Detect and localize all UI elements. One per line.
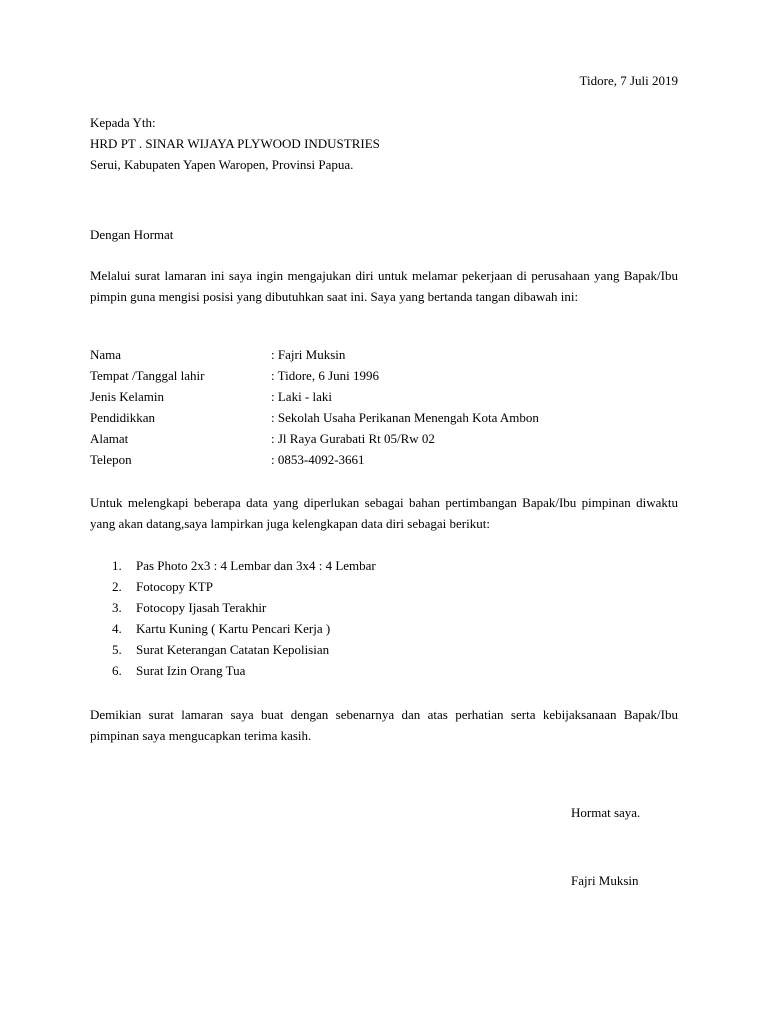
info-label: Tempat /Tanggal lahir — [90, 368, 205, 383]
info-value: : Fajri Muksin — [271, 347, 346, 362]
list-item — [112, 597, 376, 618]
info-row-name — [90, 344, 539, 365]
list-item-number: 2. — [112, 579, 122, 594]
info-row-gender — [90, 386, 539, 407]
info-row-address — [90, 428, 539, 449]
attachments-paragraph: Untuk melengkapi beberapa data yang diperlukan sebagai bahan pertimbangan Bapak/Ibu pimpinan diwaktu yang akan datang,saya lampirkan juga kelengkapan data diri sebagai berikut: — [90, 495, 678, 531]
recipient-address: Serui, Kabupaten Yapen Waropen, Provinsi Papua. — [90, 157, 354, 172]
list-item — [112, 618, 376, 639]
info-value: : 0853-4092-3661 — [271, 452, 365, 467]
salutation: Dengan Hormat — [90, 227, 174, 242]
closing-phrase: Hormat saya. — [571, 805, 641, 820]
info-value: : Laki - laki — [271, 389, 333, 404]
info-row-birth — [90, 365, 539, 386]
info-label: Jenis Kelamin — [90, 389, 165, 404]
personal-info-table — [90, 344, 539, 470]
info-value: : Tidore, 6 Juni 1996 — [271, 368, 379, 383]
info-label: Alamat — [90, 431, 129, 446]
list-item — [112, 555, 376, 576]
list-item-number: 1. — [112, 558, 122, 573]
info-row-phone — [90, 449, 539, 470]
list-item — [112, 639, 376, 660]
list-item-text: Kartu Kuning ( Kartu Pencari Kerja ) — [136, 621, 331, 636]
list-item-number: 3. — [112, 600, 122, 615]
list-item-text: Surat Izin Orang Tua — [136, 663, 246, 678]
letter-date: Tidore, 7 Juli 2019 — [579, 73, 678, 88]
info-label: Nama — [90, 347, 122, 362]
signature-name: Fajri Muksin — [571, 873, 639, 888]
info-row-education — [90, 407, 539, 428]
list-item-text: Fotocopy Ijasah Terakhir — [136, 600, 267, 615]
attachments-list — [112, 555, 376, 681]
list-item — [112, 660, 376, 681]
list-item-text: Pas Photo 2x3 : 4 Lembar dan 3x4 : 4 Lembar — [136, 558, 376, 573]
list-item-number: 5. — [112, 642, 122, 657]
info-value: : Jl Raya Gurabati Rt 05/Rw 02 — [271, 431, 435, 446]
closing-paragraph: Demikian surat lamaran saya buat dengan sebenarnya dan atas perhatian serta kebijaksanaan Bapak/Ibu pimpinan saya mengucapkan terima kasih. — [90, 707, 678, 743]
intro-paragraph: Melalui surat lamaran ini saya ingin mengajukan diri untuk melamar pekerjaan di perusahaan yang Bapak/Ibu pimpin guna mengisi posisi yang dibutuhkan saat ini. Saya yang bertanda tangan dibawah ini: — [90, 268, 678, 304]
list-item-text: Fotocopy KTP — [136, 579, 213, 594]
info-label: Telepon — [90, 452, 132, 467]
recipient-company: HRD PT . SINAR WIJAYA PLYWOOD INDUSTRIES — [90, 136, 380, 151]
list-item-number: 6. — [112, 663, 122, 678]
list-item — [112, 576, 376, 597]
recipient-block — [90, 112, 380, 175]
info-value: : Sekolah Usaha Perikanan Menengah Kota Ambon — [271, 410, 539, 425]
info-label: Pendidikkan — [90, 410, 155, 425]
list-item-number: 4. — [112, 621, 122, 636]
list-item-text: Surat Keterangan Catatan Kepolisian — [136, 642, 330, 657]
recipient-greeting: Kepada Yth: — [90, 115, 156, 130]
